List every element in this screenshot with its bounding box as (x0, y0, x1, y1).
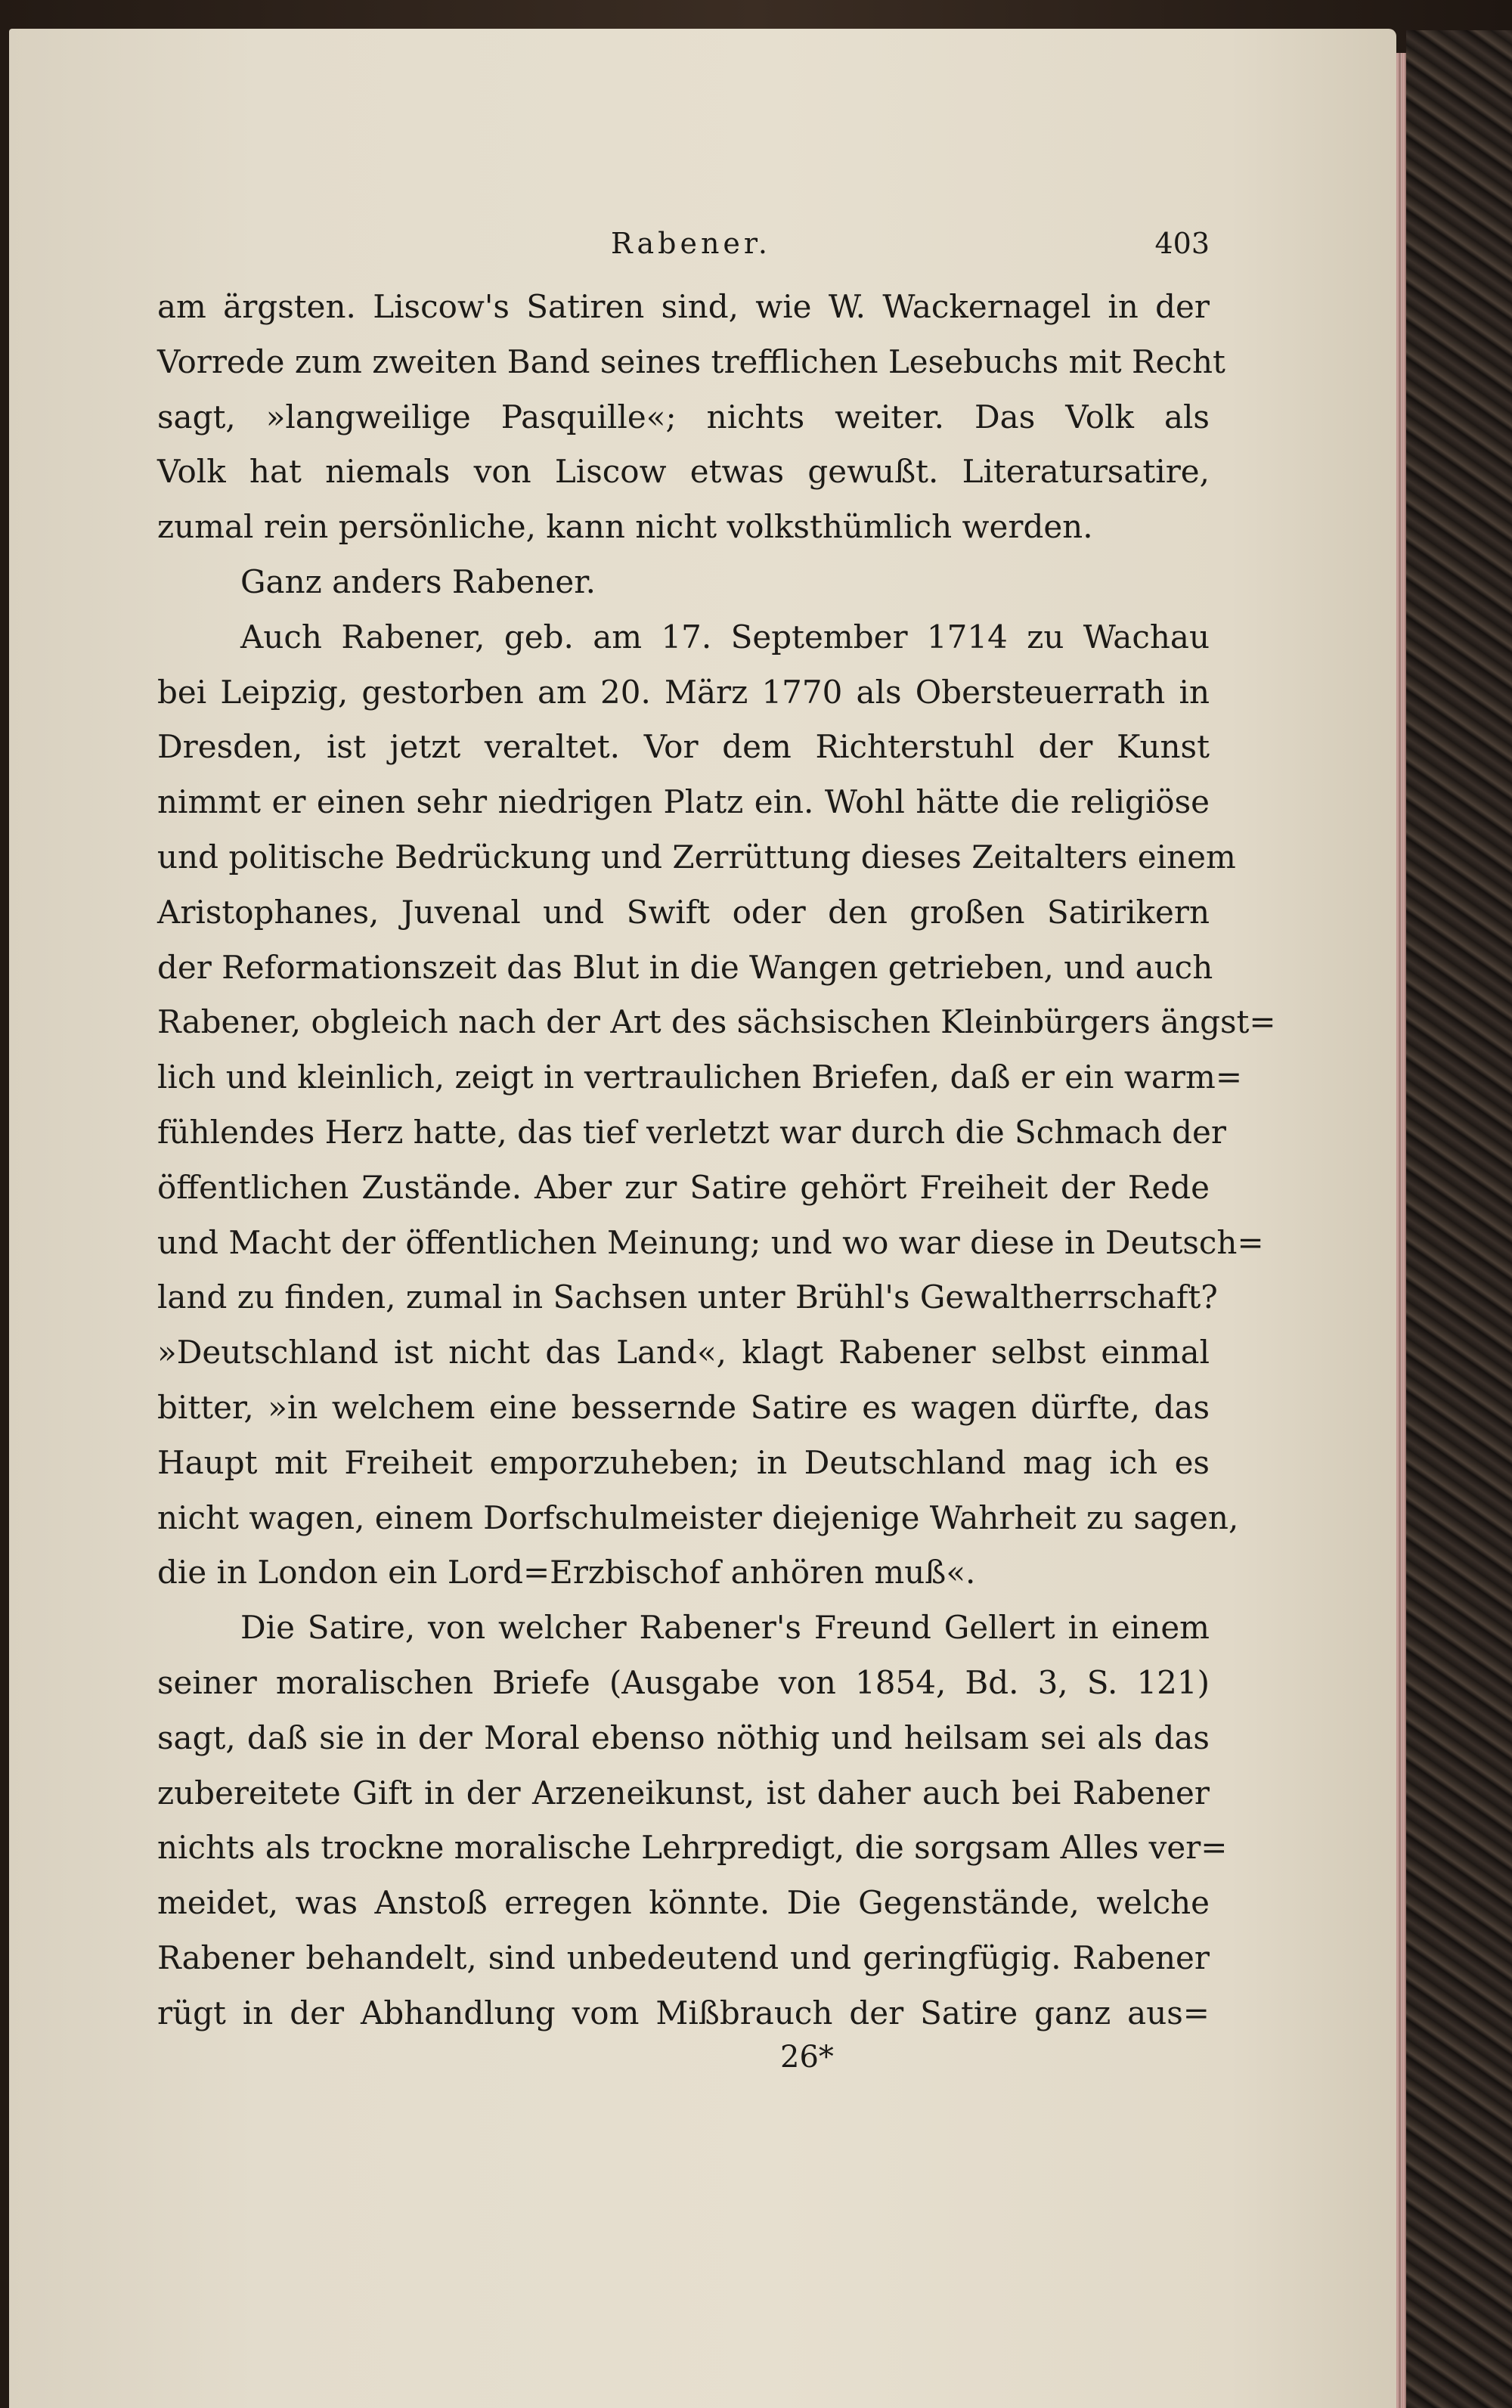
text-line: Dresden, ist jetzt veraltet. Vor dem Richterstuhl der Kunst (157, 728, 1210, 766)
text-line: und politische Bedrückung und Zerrüttung dieses Zeitalters einem (157, 838, 1236, 875)
text-line: Die Satire, von welcher Rabener's Freund Gellert in einem (240, 1609, 1210, 1647)
text-line: lich und kleinlich, zeigt in vertraulichen Briefen, daß er ein warm= (157, 1058, 1243, 1096)
text-line: die in London ein Lord=Erzbischof anhören muß«. (157, 1554, 976, 1591)
text-line: zubereitete Gift in der Arzeneikunst, ist daher auch bei Rabener (157, 1774, 1210, 1811)
marbled-cover-board (1406, 30, 1512, 2408)
text-line: am ärgsten. Liscow's Satiren sind, wie W. Wackernagel in der (157, 288, 1210, 325)
running-title: Rabener. (611, 227, 771, 260)
text-line: Ganz anders Rabener. (240, 562, 596, 600)
text-line: nicht wagen, einem Dorfschulmeister diejenige Wahrheit zu sagen, (157, 1498, 1239, 1536)
text-line: Rabener, obgleich nach der Art des sächsischen Kleinbürgers ängst= (157, 1003, 1276, 1041)
text-line: seiner moralischen Briefe (Ausgabe von 1854, Bd. 3, S. 121) (157, 1663, 1210, 1701)
text-line: und Macht der öffentlichen Meinung; und wo war diese in Deutsch= (157, 1223, 1264, 1261)
text-line: land zu finden, zumal in Sachsen unter Brühl's Gewaltherrschaft? (157, 1278, 1218, 1316)
text-line: nichts als trockne moralische Lehrpredigt, die sorgsam Alles ver= (157, 1829, 1228, 1867)
text-line: der Reformationszeit das Blut in die Wangen getrieben, und auch (157, 948, 1213, 986)
text-line: bitter, »in welchem eine bessernde Satire es wagen dürfte, das (157, 1388, 1210, 1426)
text-line: Volk hat niemals von Liscow etwas gewußt. Literatursatire, (157, 453, 1210, 491)
running-head (157, 227, 1210, 280)
page-number: 403 (1154, 227, 1210, 260)
text-line: fühlendes Herz hatte, das tief verletzt war durch die Schmach der (157, 1113, 1226, 1151)
text-line: öffentlichen Zustände. Aber zur Satire gehört Freiheit der Rede (157, 1168, 1210, 1206)
text-line: Vorrede zum zweiten Band seines trefflichen Lesebuchs mit Recht (157, 342, 1225, 380)
signature-mark: 26* (780, 2040, 834, 2075)
text-line: »Deutschland ist nicht das Land«, klagt Rabener selbst einmal (157, 1334, 1210, 1371)
text-line: sagt, »langweilige Pasquille«; nichts weiter. Das Volk als (157, 398, 1210, 435)
text-line: nimmt er einen sehr niedrigen Platz ein. Wohl hätte die religiöse (157, 783, 1210, 821)
text-line: Rabener behandelt, sind unbedeutend und geringfügig. Rabener (157, 1938, 1210, 1976)
text-line: rügt in der Abhandlung vom Mißbrauch der Satire ganz aus= (157, 1994, 1210, 2031)
text-line: Haupt mit Freiheit emporzuheben; in Deutschland mag ich es (157, 1443, 1210, 1481)
text-line: Auch Rabener, geb. am 17. September 1714 zu Wachau (240, 618, 1210, 655)
text-line: sagt, daß sie in der Moral ebenso nöthig und heilsam sei als das (157, 1718, 1210, 1756)
text-line: meidet, was Anstoß erregen könnte. Die Gegenstände, welche (157, 1884, 1210, 1922)
text-line: Aristophanes, Juvenal und Swift oder den großen Satirikern (157, 893, 1210, 931)
page-text-block (157, 227, 1276, 2041)
text-line: bei Leipzig, gestorben am 20. März 1770 als Obersteuerrath in (157, 673, 1210, 711)
text-line: zumal rein persönliche, kann nicht volksthümlich werden. (157, 508, 1093, 546)
